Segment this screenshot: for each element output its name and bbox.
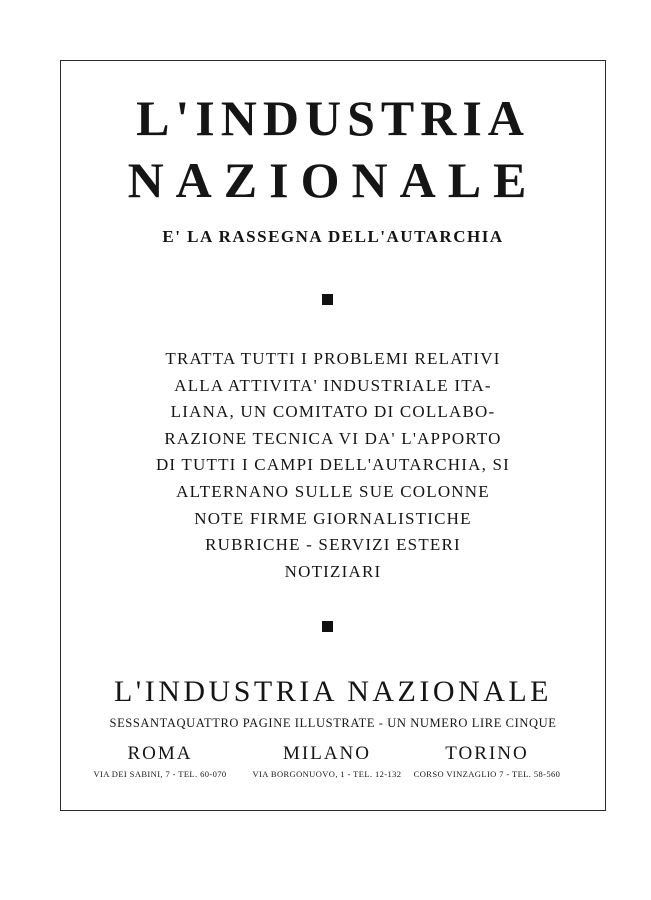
office-city-milano: MILANO (283, 743, 371, 764)
tagline: E' LA RASSEGNA DELL'AUTARCHIA (162, 227, 504, 246)
square-ornament-bottom (322, 621, 333, 632)
office-city-roma: ROMA (127, 743, 193, 764)
description-line: NOTIZIARI (284, 561, 382, 581)
description-line: ALLA ATTIVITA' INDUSTRIALE ITA- (174, 375, 492, 395)
office-address-milano: VIA BORGONUOVO, 1 - TEL. 12-132 (252, 769, 402, 779)
office-address-roma: VIA DEI SABINI, 7 - TEL. 60-070 (93, 769, 227, 779)
footer-title: L'INDUSTRIA NAZIONALE (113, 675, 553, 708)
description-line: LIANA, UN COMITATO DI COLLABO- (170, 402, 496, 422)
description-line: TRATTA TUTTI I PROBLEMI RELATIVI (165, 349, 501, 368)
office-city-torino: TORINO (445, 743, 529, 764)
description-line: ALTERNANO SULLE SUE COLONNE (176, 481, 490, 501)
description-line: RAZIONE TECNICA VI DA' L'APPORTO (164, 428, 502, 448)
office-address-torino: CORSO VINZAGLIO 7 - TEL. 58-560 (413, 769, 561, 779)
masthead-title-line-1: L'INDUSTRIA (136, 90, 530, 146)
description-line: NOTE FIRME GIORNALISTICHE (194, 508, 472, 528)
footer-subtitle: SESSANTAQUATTRO PAGINE ILLUSTRATE - UN NUMERO LIRE CINQUE (109, 716, 557, 730)
description-paragraph (60, 346, 606, 585)
description-line: DI TUTTI I CAMPI DELL'AUTARCHIA, SI (155, 455, 511, 475)
description-line: RUBRICHE - SERVIZI ESTERI (205, 535, 461, 555)
square-ornament-top (322, 294, 333, 305)
masthead-title-line-2: NAZIONALE (127, 152, 539, 208)
